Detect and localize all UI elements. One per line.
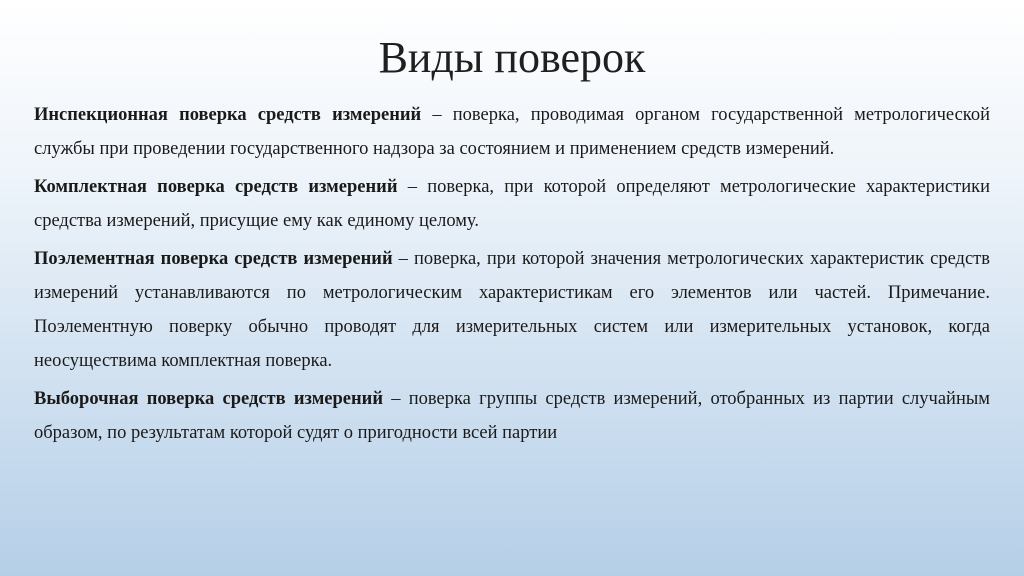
definition-selective: – поверка группы средств измерений, отобранных из партии случайным образом, по результатам которой судят о пригодности всей партии [34,389,990,443]
term-complete: Комплектная поверка средств измерений [34,177,398,197]
term-selective: Выборочная поверка средств измерений [34,389,383,409]
definition-inspection: – поверка, проводимая органом государственной метрологической службы при проведении государственного надзора за состоянием и применением средств измерений. [34,105,990,159]
paragraph-inspection [34,98,990,166]
term-inspection: Инспекционная поверка средств измерений [34,105,422,125]
slide-title: Виды поверок [378,33,646,82]
paragraph-elementwise [34,242,990,378]
definition-elementwise: – поверка, при которой значения метрологических характеристик средств измерений устанавливаются по метрологическим характеристикам его элементов или частей. Примечание. Поэлементную поверку обычно проводят для измерительных систем или измерительных установок, когда неосуществима комплектная поверка. [34,249,990,371]
paragraph-selective [34,382,990,450]
content-body [34,98,990,454]
definition-complete: – поверка, при которой определяют метрологические характеристики средства измерений, присущие ему как единому целому. [34,177,990,231]
term-elementwise: Поэлементная поверка средств измерений [34,249,393,269]
paragraph-complete [34,170,990,238]
